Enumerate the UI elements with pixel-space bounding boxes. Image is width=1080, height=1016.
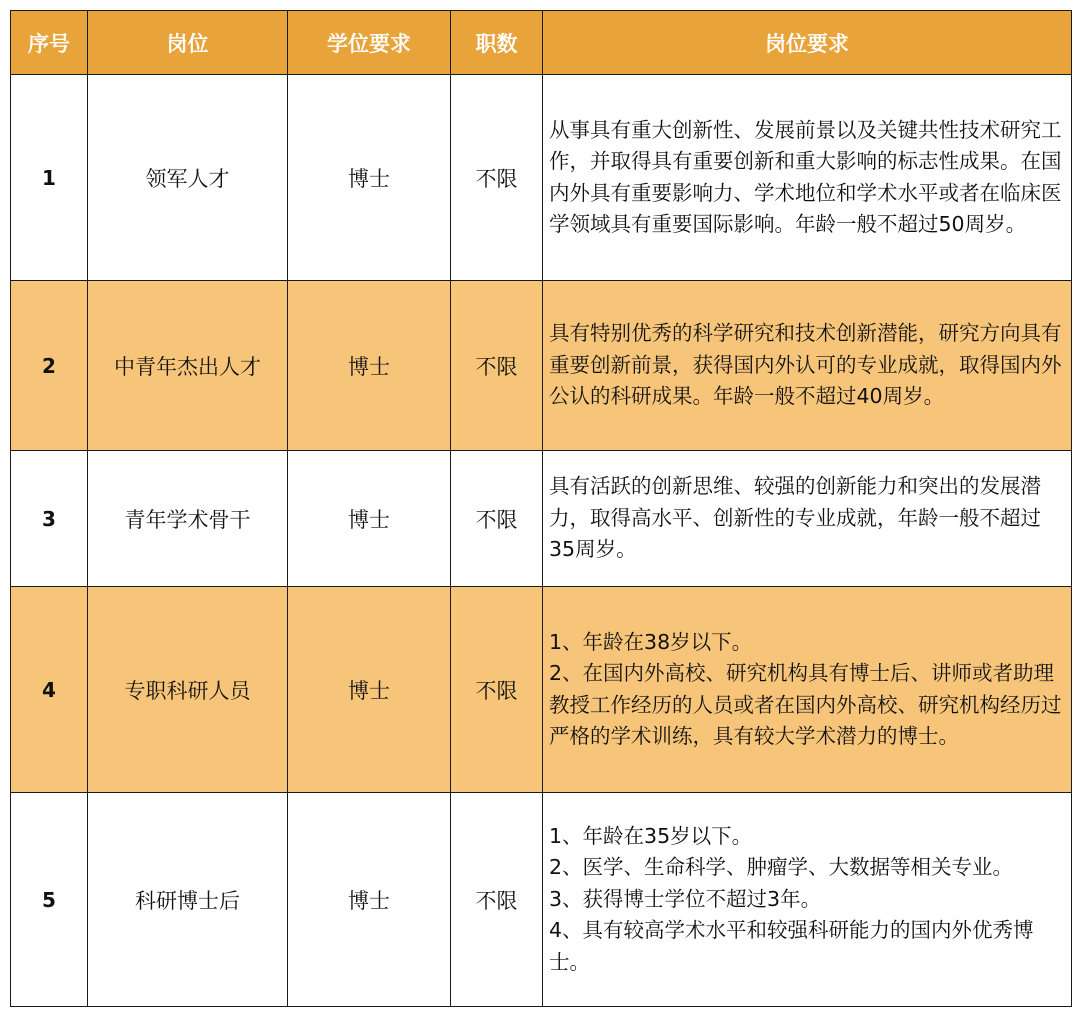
header-degree: 学位要求 [288, 11, 451, 75]
row-degree: 博士 [288, 451, 451, 587]
row-count: 不限 [451, 793, 543, 1007]
requirement-line: 2、在国内外高校、研究机构具有博士后、讲师或者助理教授工作经历的人员或者在国内外高校、研究机构经历过严格的学术训练，具有较大学术潜力的博士。 [549, 661, 1062, 748]
table-row [11, 281, 1072, 451]
position-table-wrapper [10, 10, 1071, 1007]
row-post: 中青年杰出人才 [88, 281, 288, 451]
header-no: 序号 [11, 11, 88, 75]
row-post: 专职科研人员 [88, 587, 288, 793]
table-row [11, 793, 1072, 1007]
requirement-line: 从事具有重大创新性、发展前景以及关键共性技术研究工作，并取得具有重要创新和重大影响的标志性成果。在国内外具有重要影响力、学术地位和学术水平或者在临床医学领域具有重要国际影响。年龄一般不超过50周岁。 [549, 117, 1062, 236]
row-post: 青年学术骨干 [88, 451, 288, 587]
requirement-line: 1、年龄在35岁以下。 [549, 823, 753, 848]
row-requirement [543, 793, 1072, 1007]
position-table [10, 10, 1072, 1007]
table-row [11, 75, 1072, 281]
row-no: 4 [11, 587, 88, 793]
row-no: 3 [11, 451, 88, 587]
header-post: 岗位 [88, 11, 288, 75]
requirement-line: 具有活跃的创新思维、较强的创新能力和突出的发展潜力，取得高水平、创新性的专业成就，年龄一般不超过35周岁。 [549, 474, 1041, 562]
table-header-row [11, 11, 1072, 75]
header-count: 职数 [451, 11, 543, 75]
row-no: 5 [11, 793, 88, 1007]
table-row [11, 451, 1072, 587]
row-no: 2 [11, 281, 88, 451]
row-degree: 博士 [288, 587, 451, 793]
table-row [11, 587, 1072, 793]
row-requirement [543, 281, 1072, 451]
requirement-line: 4、具有较高学术水平和较强科研能力的国内外优秀博士。 [549, 918, 1034, 974]
row-count: 不限 [451, 587, 543, 793]
row-post: 科研博士后 [88, 793, 288, 1007]
row-requirement [543, 587, 1072, 793]
header-requirement: 岗位要求 [543, 11, 1072, 75]
row-no: 1 [11, 75, 88, 281]
row-degree: 博士 [288, 281, 451, 451]
requirement-line: 3、获得博士学位不超过3年。 [549, 886, 822, 911]
row-count: 不限 [451, 451, 543, 587]
row-requirement [543, 451, 1072, 587]
row-degree: 博士 [288, 793, 451, 1007]
row-count: 不限 [451, 281, 543, 451]
row-requirement [543, 75, 1072, 281]
row-degree: 博士 [288, 75, 451, 281]
requirement-line: 2、医学、生命科学、肿瘤学、大数据等相关专业。 [549, 855, 1014, 880]
requirement-line: 1、年龄在38岁以下。 [549, 629, 753, 654]
requirement-line: 具有特别优秀的科学研究和技术创新潜能，研究方向具有重要创新前景，获得国内外认可的专业成就，取得国内外公认的科研成果。年龄一般不超过40周岁。 [549, 321, 1062, 409]
row-post: 领军人才 [88, 75, 288, 281]
row-count: 不限 [451, 75, 543, 281]
